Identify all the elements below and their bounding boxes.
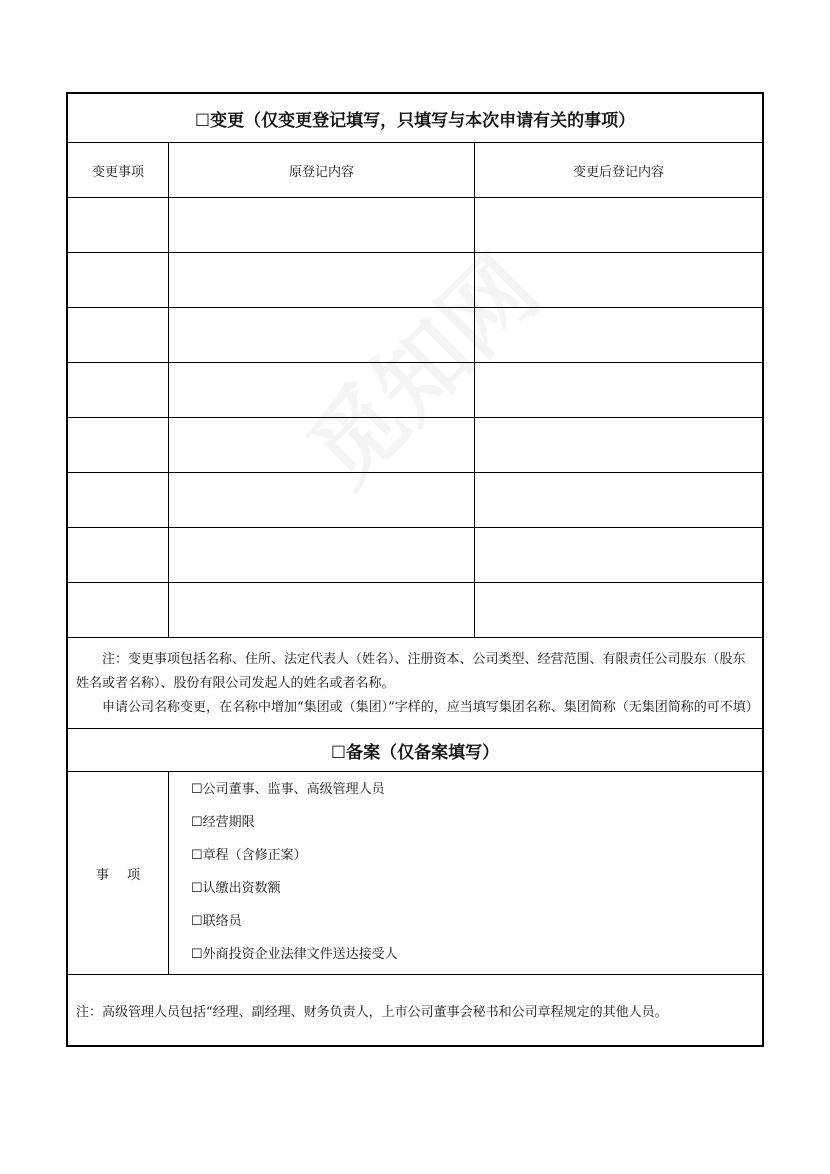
filing-items-row <box>68 772 762 975</box>
col-header-changed-content: 变更后登记内容 <box>475 143 762 198</box>
original-content-cell[interactable] <box>169 583 475 638</box>
changed-content-cell[interactable] <box>475 198 762 253</box>
original-content-cell[interactable] <box>169 528 475 583</box>
changed-content-cell[interactable] <box>475 418 762 473</box>
filing-item-checkbox[interactable]: ☐联络员 <box>191 914 242 929</box>
change-item-cell[interactable] <box>68 583 169 638</box>
change-item-cell[interactable] <box>68 253 169 308</box>
filing-section-title: ☐备案（仅备案填写） <box>68 729 762 772</box>
change-item-cell[interactable] <box>68 363 169 418</box>
change-item-cell[interactable] <box>68 198 169 253</box>
changed-content-cell[interactable] <box>475 473 762 528</box>
change-note-line-1: 注：变更事项包括名称、住所、法定代表人（姓名）、注册资本、公司类型、经营范围、有限责任公司股东（股东姓名或者名称）、股份有限公司发起人的姓名或者名称。 <box>76 652 746 691</box>
changed-content-cell[interactable] <box>475 363 762 418</box>
changed-content-cell[interactable] <box>475 253 762 308</box>
change-item-cell[interactable] <box>68 528 169 583</box>
filing-item-checkbox[interactable]: ☐经营期限 <box>191 815 255 830</box>
change-table <box>68 143 762 638</box>
filing-item-checkbox[interactable]: ☐公司董事、监事、高级管理人员 <box>191 782 385 797</box>
col-header-change-item: 变更事项 <box>68 143 169 198</box>
change-item-cell[interactable] <box>68 418 169 473</box>
change-item-cell[interactable] <box>68 473 169 528</box>
changed-content-cell[interactable] <box>475 583 762 638</box>
original-content-cell[interactable] <box>169 308 475 363</box>
filing-items-list <box>169 772 398 974</box>
filing-note: 注：高级管理人员包括“经理、副经理、财务负责人，上市公司董事会秘书和公司章程规定的其他人员。 <box>76 1004 668 1020</box>
original-content-cell[interactable] <box>169 473 475 528</box>
filing-item-checkbox[interactable]: ☐认缴出资数额 <box>191 881 281 896</box>
filing-item-checkbox[interactable]: ☐外商投资企业法律文件送达接受人 <box>191 947 398 962</box>
filing-item-checkbox[interactable]: ☐章程（含修正案） <box>191 848 307 863</box>
original-content-cell[interactable] <box>169 253 475 308</box>
changed-content-cell[interactable] <box>475 308 762 363</box>
original-content-cell[interactable] <box>169 418 475 473</box>
original-content-cell[interactable] <box>169 363 475 418</box>
change-section-title: ☐变更（仅变更登记填写，只填写与本次申请有关的事项） <box>68 94 762 143</box>
original-content-cell[interactable] <box>169 198 475 253</box>
change-note-line-2: 申请公司名称变更，在名称中增加“集团或（集团）”字样的，应当填写集团名称、集团简称（无集团简称的可不填） <box>102 700 759 715</box>
registration-form <box>66 92 764 1047</box>
filing-items-label: 事项 <box>68 772 169 974</box>
changed-content-cell[interactable] <box>475 528 762 583</box>
change-note <box>68 638 762 729</box>
col-header-original-content: 原登记内容 <box>169 143 475 198</box>
change-item-cell[interactable] <box>68 308 169 363</box>
